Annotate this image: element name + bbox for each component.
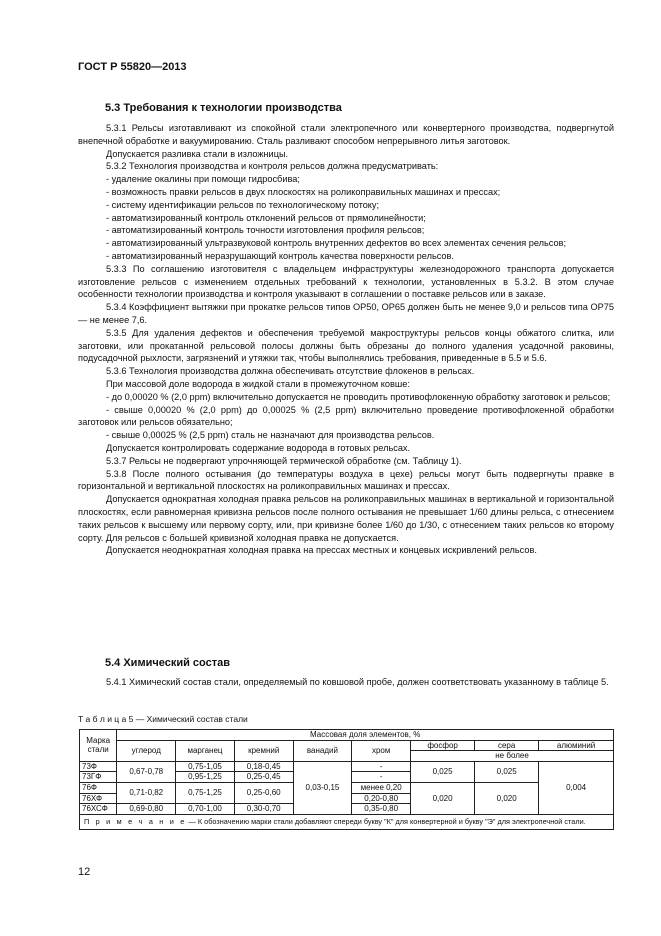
table-caption-text: — Химический состав стали bbox=[133, 714, 248, 724]
header-chromium: хром bbox=[352, 740, 411, 761]
grade-cell: 76ХФ bbox=[80, 793, 117, 804]
table-caption bbox=[78, 714, 248, 724]
chromium-cell: менее 0,20 bbox=[352, 782, 411, 793]
table-note-text: — К обозначению марки стали добавляют спереди букву "К" для конвертерной и букву "Э" для электропечной стали. bbox=[186, 816, 586, 826]
grade-cell: 76ХСФ bbox=[80, 804, 117, 815]
chromium-cell: 0,20-0,80 bbox=[352, 793, 411, 804]
phosphorus-cell: 0,020 bbox=[411, 782, 475, 814]
header-phosphorus: фосфор bbox=[411, 740, 475, 751]
list-item: - автоматизированный неразрушающий контроль качества поверхности рельсов. bbox=[106, 250, 454, 261]
paragraph-5-3-6-a: При массовой доле водорода в жидкой стали в промежуточном ковше: bbox=[106, 378, 410, 389]
paragraph-5-3-4: 5.3.4 Коэффициент вытяжки при прокатке рельсов типов ОР50, ОР65 должен быть не менее 9,0 и рельсов типа ОР75 — не менее 7,6. bbox=[78, 302, 614, 325]
table-caption-label: Т а б л и ц а 5 bbox=[78, 714, 134, 724]
paragraph-5-3-6-e: Допускается контролировать содержание водорода в готовых рельсах. bbox=[106, 442, 411, 453]
grade-cell: 73ГФ bbox=[80, 772, 117, 783]
carbon-cell: 0,69-0,80 bbox=[117, 804, 176, 815]
paragraph-5-3-1-b: Допускается разливка стали в изложницы. bbox=[106, 148, 289, 159]
chromium-cell: 0,35-0,80 bbox=[352, 804, 411, 815]
chromium-cell: - bbox=[352, 761, 411, 772]
manganese-cell: 0,70-1,00 bbox=[176, 804, 235, 815]
paragraph-5-3-8: 5.3.8 После полного остывания (до температуры воздуха в цехе) рельсы могут быть подвергнуты правке в горизонтальной и вертикальной плоскостях на роликоправильных машинах и прессах. bbox=[78, 468, 614, 492]
chemical-composition-table bbox=[79, 729, 614, 830]
silicon-cell: 0,18-0,45 bbox=[234, 761, 293, 772]
paragraph-5-3-6-d: - свыше 0,00025 % (2,5 ppm) сталь не назначают для производства рельсов. bbox=[106, 430, 435, 441]
header-aluminum: алюминий bbox=[539, 740, 614, 751]
grade-cell: 73Ф bbox=[80, 761, 117, 772]
list-item: - автоматизированный ультразвуковой контроль внутренних дефектов во всех элементах сечения рельсов; bbox=[106, 238, 567, 249]
header-silicon: кремний bbox=[234, 740, 293, 761]
section-5-4-title: 5.4 Химический состав bbox=[105, 657, 230, 669]
carbon-cell: 0,67-0,78 bbox=[117, 761, 176, 782]
header-carbon: углерод bbox=[117, 740, 176, 761]
list-item: - возможность правки рельсов в двух плоскостях на роликоправильных машинах и прессах; bbox=[106, 186, 501, 197]
paragraph-5-3-6: 5.3.6 Технология производства должна обеспечивать отсутствие флокенов в рельсах. bbox=[106, 366, 475, 377]
header-mass-fraction: Массовая доля элементов, % bbox=[117, 730, 614, 741]
chromium-cell: - bbox=[352, 772, 411, 783]
grade-cell: 76Ф bbox=[80, 782, 117, 793]
paragraph-5-3-8-a: Допускается однократная холодная правка рельсов на роликоправильных машинах в вертикальной и горизонтальной плоскостях, если равномерная кривизна рельсов после полного остывания не превышает 1/60 длины рельса, с отнесением таких рельсов к высшему или первому сорту, или, при кривизне более 1/60 до 1/30, с отнесением таких рельсов ко второму сорту. Для рельсов с большей кривизной холодная правка не допускается. bbox=[78, 494, 614, 543]
silicon-cell: 0,25-0,60 bbox=[234, 782, 293, 803]
list-item: - систему идентификации рельсов по технологическому потоку; bbox=[106, 199, 380, 210]
paragraph-5-3-6-b: - до 0,00020 % (2,0 ppm) включительно допускается не проводить противофлокенную обработку заготовок и рельсов; bbox=[106, 391, 611, 402]
paragraph-5-3-3: 5.3.3 По соглашению изготовителя с владельцем инфраструктуры железнодорожного транспорта допускается изготовление рельсов с изменением отдельных требований к технологии, установленных в 5.3.2. В этом случае особенности технологии производства и контроля указывают в соглашении о поставке рельсов или в заказе. bbox=[78, 263, 614, 300]
header-not-more: не более bbox=[411, 751, 614, 762]
table-note-label: П р и м е ч а н и е bbox=[84, 816, 187, 826]
section-5-3-body bbox=[78, 122, 614, 557]
paragraph-5-3-8-b: Допускается неоднократная холодная правка на прессах местных и концевых искривлений рельсов. bbox=[106, 545, 537, 556]
manganese-cell: 0,75-1,05 bbox=[176, 761, 235, 772]
table-note bbox=[80, 814, 614, 829]
paragraph-5-4-1: 5.4.1 Химический состав стали, определяемый по ковшовой пробе, должен соответствовать указанному в таблице 5. bbox=[106, 677, 609, 687]
silicon-cell: 0,30-0,70 bbox=[234, 804, 293, 815]
section-5-4-body bbox=[78, 676, 614, 689]
silicon-cell: 0,25-0,45 bbox=[234, 772, 293, 783]
paragraph-5-3-5: 5.3.5 Для удаления дефектов и обеспечения требуемой макроструктуры рельсов концы обжатого слитка, или заготовки, или прокатанной рельсовой полосы должны быть обрезаны до полного удаления усадочной раковины, подусадочной рыхлости, загрязнений и утяжки так, чтобы выполнялись требования, приведенные в 5.5 и 5.6. bbox=[78, 327, 614, 364]
paragraph-5-3-7: 5.3.7 Рельсы не подвергают упрочняющей термической обработке (см. Таблицу 1). bbox=[106, 455, 462, 466]
carbon-cell: 0,71-0,82 bbox=[117, 782, 176, 803]
list-item: - удаление окалины при помощи гидросбива; bbox=[106, 174, 300, 185]
paragraph-5-3-2: 5.3.2 Технология производства и контроля рельсов должна предусматривать: bbox=[106, 161, 439, 172]
sulfur-cell: 0,025 bbox=[475, 761, 539, 782]
header-manganese: марганец bbox=[176, 740, 235, 761]
list-item: - автоматизированный контроль точности изготовления профиля рельсов; bbox=[106, 225, 425, 236]
phosphorus-cell: 0,025 bbox=[411, 761, 475, 782]
sulfur-cell: 0,020 bbox=[475, 782, 539, 814]
manganese-cell: 0,75-1,25 bbox=[176, 782, 235, 803]
header-grade: Марка стали bbox=[80, 730, 117, 762]
header-sulfur: сера bbox=[475, 740, 539, 751]
manganese-cell: 0,95-1,25 bbox=[176, 772, 235, 783]
paragraph-5-3-1: 5.3.1 Рельсы изготавливают из спокойной стали электропечного или конвертерного производства, подвергнутой внепечной обработке и вакуумированию. Сталь разливают способом непрерывного литья заготовок. bbox=[78, 123, 614, 146]
aluminum-cell: 0,004 bbox=[539, 761, 614, 814]
section-5-3-title: 5.3 Требования к технологии производства bbox=[105, 102, 342, 114]
paragraph-5-3-6-c: - свыше 0,00020 % (2,0 ppm) до 0,00025 % (2,5 ppm) включительно проведение противофлокенной обработки заготовок или рельсов обязательно; bbox=[78, 404, 614, 428]
page-number: 12 bbox=[78, 866, 91, 878]
document-header: ГОСТ Р 55820—2013 bbox=[78, 61, 187, 73]
header-vanadium: ванадий bbox=[293, 740, 352, 761]
vanadium-cell: 0,03-0,15 bbox=[293, 761, 352, 814]
list-item: - автоматизированный контроль отклонений рельсов от прямолинейности; bbox=[106, 212, 426, 223]
